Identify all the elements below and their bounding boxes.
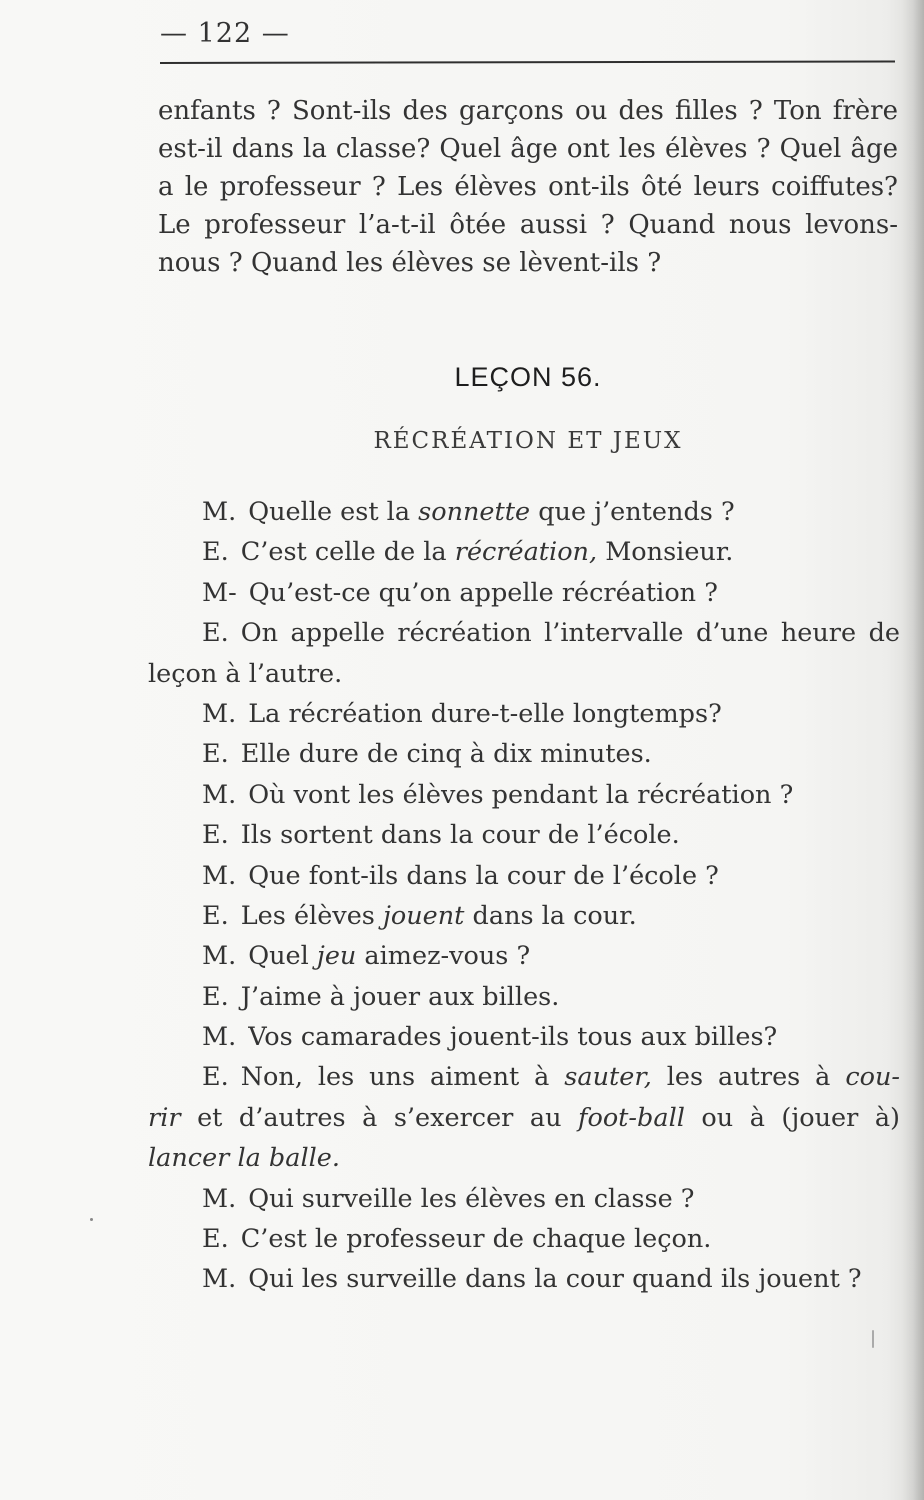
dialogue-line [148,977,900,1017]
intro-line: nous ? Quand les élèves se lèvent-ils ? [158,248,662,278]
dialogue-line [148,775,900,815]
line-text: Qui surveille les élèves en classe ? [248,1183,695,1214]
speaker-label: E. [202,900,229,931]
speaker-label: E. [202,1224,229,1255]
speaker-label: M. [202,941,237,972]
dialogue-line [148,492,900,532]
line-text: Les élèves [240,900,383,931]
dialogue-line [148,856,900,896]
dialogue-line [148,1219,900,1259]
speaker-label: M. [202,1022,237,1053]
dialogue-line [148,694,900,734]
line-text: Où vont les élèves pendant la récréation ? [248,779,794,810]
paper-speck [90,1218,93,1221]
dialogue-line [148,1138,900,1178]
dialogue [148,492,900,1300]
line-text: Ils sortent dans la cour de l’école. [240,820,680,851]
speaker-label: M. [202,698,237,729]
dialogue-line [148,1057,900,1097]
speaker-label: E. [202,1062,229,1093]
line-text: leçon à l’autre. [148,658,343,689]
line-text: aimez-vous ? [356,941,531,972]
header-rule [160,60,895,64]
lesson-subtitle: RÉCRÉATION ET JEUX [373,428,683,454]
line-text: Non, les uns aiment à [240,1062,565,1093]
intro-line: a le professeur ? Les élèves ont-ils ôté leurs coiffutes? [158,172,898,202]
line-text: C’est le professeur de chaque leçon. [240,1224,712,1255]
line-text: Que font-ils dans la cour de l’école ? [248,860,719,891]
dialogue-line [148,613,900,653]
dialogue-line [148,532,900,572]
speaker-label: M. [202,860,237,891]
dialogue-line [148,936,900,976]
speaker-label: E. [202,820,229,851]
intro-paragraph [158,92,898,282]
lesson-title: LEÇON 56. [454,362,602,392]
line-text: Qu’est-ce qu’on appelle récréation ? [248,577,718,608]
line-text: ou à (jouer à) [684,1102,901,1133]
italic-term: jouent [382,900,465,931]
speaker-label: E. [202,739,229,770]
paper-speck [872,1330,874,1348]
line-text: Qui les surveille dans la cour quand ils jouent ? [248,1264,862,1295]
italic-term: lancer la balle. [148,1143,340,1174]
italic-term: rir [148,1102,181,1133]
line-text: Elle dure de cinq à dix minutes. [240,739,652,770]
italic-term: cou- [845,1062,900,1093]
italic-term: récréation, [454,537,598,568]
dialogue-line [148,654,900,694]
dialogue-line [148,573,900,613]
speaker-label: M. [202,497,237,527]
dialogue-line [148,1017,900,1057]
line-text: C’est celle de la [240,537,455,568]
line-text: que j’entends ? [530,497,735,527]
dialogue-line [148,1179,900,1219]
speaker-label: M. [202,1264,237,1295]
dialogue-line [148,1098,900,1138]
speaker-label: M- [202,577,237,608]
line-text: On appelle récréation l’intervalle d’une heure de [240,618,900,649]
intro-line: enfants ? Sont-ils des garçons ou des filles ? Ton frère [158,96,898,126]
italic-term: jeu [316,941,357,972]
page-edge-shadow [902,0,924,1500]
dialogue-line [148,815,900,855]
italic-term: sonnette [418,497,531,527]
dialogue-line [148,1259,900,1299]
line-text: Monsieur. [597,537,734,568]
intro-line: Le professeur l’a-t-il ôtée aussi ? Quand nous levons- [158,210,898,240]
dialogue-line [148,734,900,774]
line-text: J’aime à jouer aux billes. [240,981,560,1012]
line-text: dans la cour. [464,900,637,931]
italic-term: foot-ball [578,1102,685,1133]
speaker-label: E. [202,537,229,568]
page-number: — 122 — [160,18,290,49]
intro-line: est-il dans la classe? Quel âge ont les élèves ? Quel âge [158,134,898,164]
line-text: Quelle est la [248,497,419,527]
speaker-label: E. [202,981,229,1012]
speaker-label: M. [202,1183,237,1214]
line-text: La récréation dure-t-elle longtemps? [248,698,722,729]
italic-term: sauter, [564,1062,652,1093]
speaker-label: M. [202,779,237,810]
line-text: Vos camarades jouent-ils tous aux billes? [248,1022,778,1053]
line-text: Quel [248,941,317,972]
dialogue-line [148,896,900,936]
line-text: les autres à [651,1062,846,1093]
speaker-label: E. [202,618,229,649]
line-text: et d’autres à s’exercer au [180,1102,579,1133]
